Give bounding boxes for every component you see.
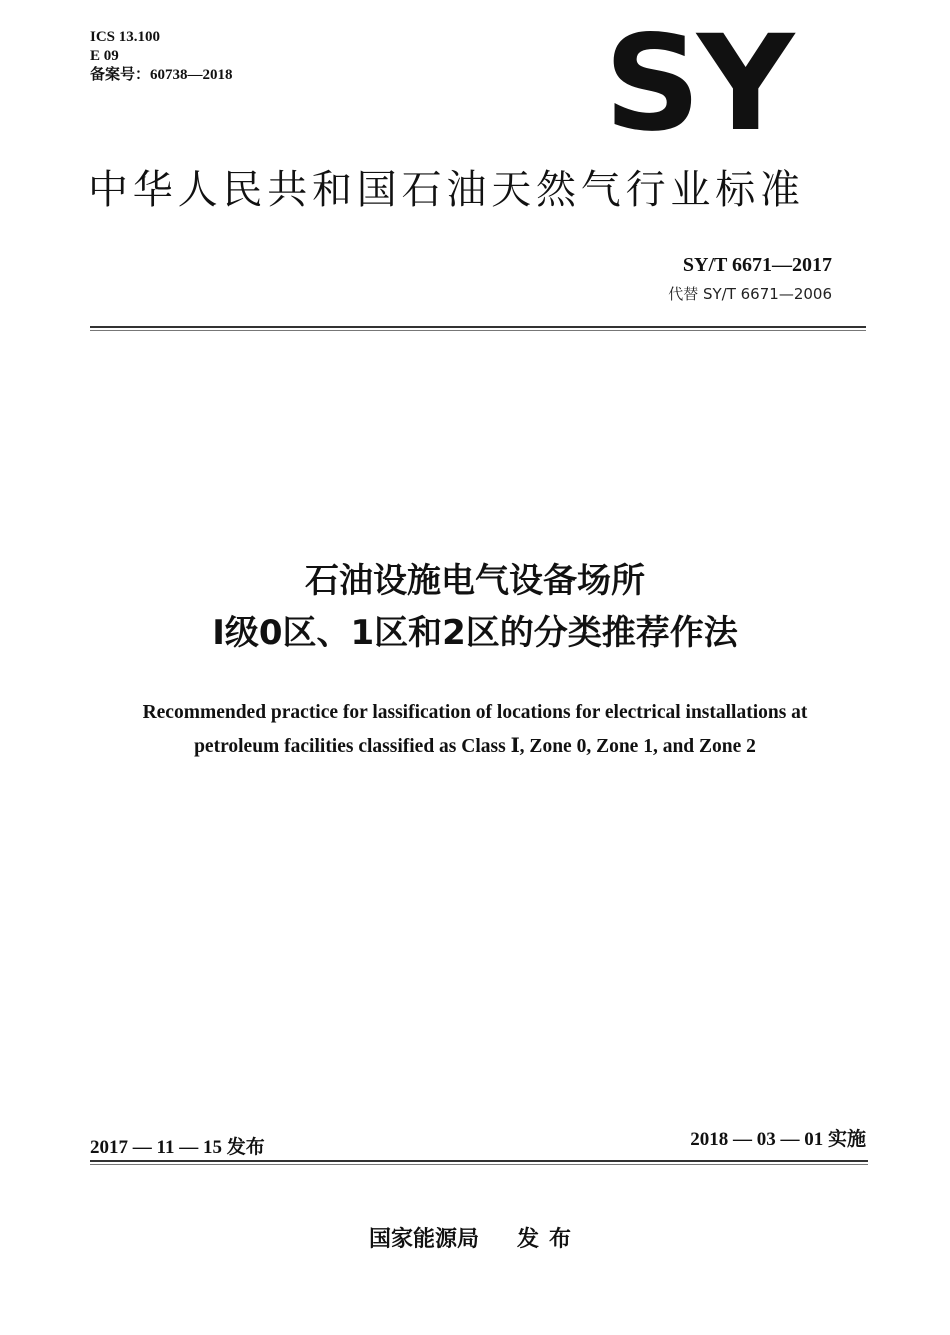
metadata-block — [90, 28, 233, 85]
header-divider — [90, 326, 866, 328]
chinese-title — [0, 555, 950, 659]
sy-logo: SY — [604, 7, 791, 161]
chinese-title-line1: 石油设施电气设备场所 — [305, 561, 645, 601]
replaces-standard: 代替 SY/T 6671—2006 — [668, 285, 832, 303]
footer-divider-thin — [90, 1164, 868, 1165]
english-title-line2: petroleum facilities classified as Class Ⅰ, Zone 0, Zone 1, and Zone 2 — [194, 736, 756, 757]
publisher-name: 国家能源局 — [368, 1227, 479, 1252]
english-title — [80, 696, 870, 764]
implementation-date: 2018 — 03 — 01 实施 — [690, 1129, 866, 1150]
standard-code: SY/T 6671—2017 — [682, 254, 832, 276]
publish-action: 发布 — [517, 1227, 582, 1252]
english-title-line1: Recommended practice for lassification of locations for electrical installations at — [142, 702, 808, 723]
category-code: E 09 — [90, 48, 119, 64]
chinese-title-line2: I级0区、1区和2区的分类推荐作法 — [212, 613, 738, 653]
issue-date: 2017 — 11 — 15 发布 — [90, 1137, 265, 1158]
footer-divider — [90, 1160, 868, 1162]
publisher-line — [0, 1222, 950, 1253]
header-divider-thin — [90, 330, 866, 331]
standard-type-title: 中华人民共和国石油天然气行业标准 — [88, 167, 805, 213]
record-number: 备案号：60738—2018 — [90, 67, 233, 83]
ics-number: ICS 13.100 — [90, 29, 161, 45]
